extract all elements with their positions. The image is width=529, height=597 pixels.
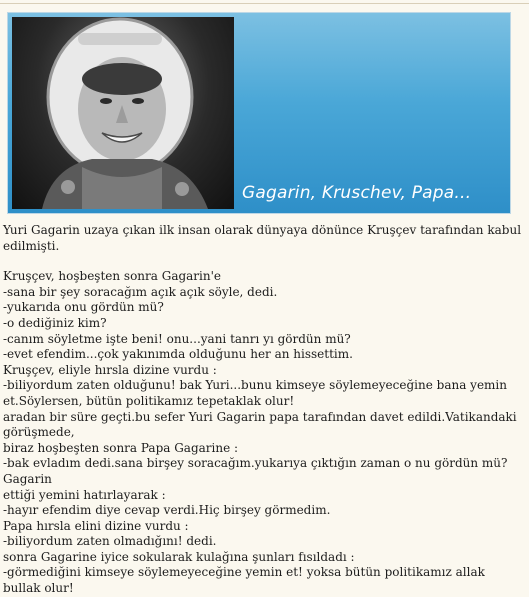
article-line: Yuri Gagarin uzaya çıkan ilk insan olarak dünyaya dönünce Kruşçev tarafından kabul edilmişti. — [3, 223, 522, 253]
article-line: ettiği yemini hatırlayarak : — [3, 487, 166, 502]
header-banner — [7, 12, 511, 214]
article-line: biraz hoşbeşten sonra Papa Gagarine : — [3, 440, 239, 455]
article-line: sonra Gagarine iyice sokularak kulağına şunları fısıldadı : — [3, 549, 355, 564]
article-line: -bak evladım dedi.sana birşey soracağım.yukarıya çıktığın zaman o nu gördün mü? Gagarin — [3, 456, 508, 486]
article-line: -görmediğini kimseye söylemeyeceğine yemin et! yoksa bütün politikamız allak bullak olur! — [3, 565, 485, 596]
article-line: -canım söyletme işte beni! onu...yani tanrı yı gördün mü? — [3, 331, 351, 346]
article-line: -hayır efendim diye cevap verdi.Hiç birşey görmedim. — [3, 503, 331, 518]
article-body — [3, 223, 523, 597]
article-line: -biliyordum zaten olduğunu! bak Yuri...bunu kimseye söylemeyeceğine bana yemin — [3, 378, 507, 393]
top-divider — [0, 3, 529, 4]
banner-caption: Gagarin, Kruschev, Papa... — [242, 183, 472, 203]
article-line: -evet efendim...çok yakınımda olduğunu her an hissettim. — [3, 347, 353, 362]
article-line: Kruşçev, eliyle hırsla dizine vurdu : — [3, 362, 217, 377]
article-line: Kruşçev, hoşbeşten sonra Gagarin'e — [3, 269, 222, 284]
paragraph-gap — [3, 254, 523, 269]
article-line: -sana bir şey soracağım açık açık söyle, dedi. — [3, 284, 278, 299]
article-line: et.Söylersen, bütün politikamız tepetaklak olur! — [3, 393, 295, 408]
article-line: -o dediğiniz kim? — [3, 315, 107, 330]
article-line: Papa hırsla elini dizine vurdu : — [3, 518, 189, 533]
article-line: -biliyordum zaten olmadığını! dedi. — [3, 534, 217, 549]
article-line: aradan bir süre geçti.bu sefer Yuri Gagarin papa tarafından davet edildi.Vatikandaki görüşmede, — [3, 409, 517, 440]
gagarin-photo — [12, 17, 234, 209]
article-line: -yukarıda onu gördün mü? — [3, 300, 164, 315]
